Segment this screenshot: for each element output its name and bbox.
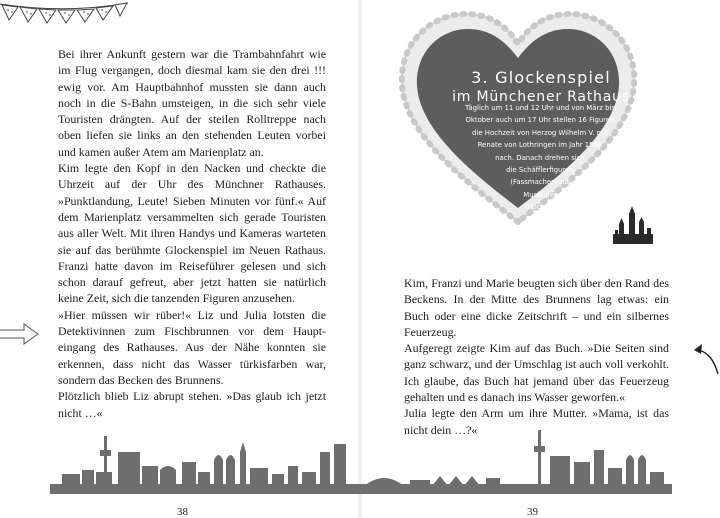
paragraph: Plötzlich blieb Liz abrupt stehen. »Das glaub ich jetzt nicht …«	[58, 389, 326, 420]
heart-body-text	[432, 102, 648, 214]
paragraph: Bei ihrer Ankunft gestern war die Trambahnfahrt wie im Flug vergangen, doch diesmal kam sie den drei !!! ewig vor. Am Hauptbahnhof mussten sie dann auch noch in die S-Bahn umsteigen, in die sich sehr viele Touristen drängten. Auf der steilen Rolltreppe nach oben liefen sie links an den stehenden Leuten vorbei und kamen außer Atem am Marienplatz an.	[58, 47, 326, 159]
right-page-text	[404, 275, 669, 438]
castle-icon	[611, 206, 655, 248]
heart-body-line: Oktober auch um 17 Uhr stellen 16 Figuren	[465, 116, 615, 125]
curved-arrow-icon	[692, 330, 720, 380]
arrow-right-icon	[0, 322, 40, 346]
heart-body-line: nach. Danach drehen sich	[495, 153, 585, 162]
heart-body-line: Glocken.	[525, 203, 555, 212]
heart-body-line: Musik der	[523, 190, 557, 199]
heart-body-line: die Hochzeit von Herzog Wilhelm V. mit	[472, 128, 608, 137]
bunting-decoration	[0, 0, 135, 26]
page-number-right: 39	[527, 506, 538, 518]
paragraph: Kim legte den Kopf in den Nacken und checkte die Uhrzeit auf der Uhr des Münchner Rathauses. »Punktlandung, Leute! Sieben Minuten vor fünf.« Auf dem Marienplatz versammelten sich gerade Touristen aus aller Welt. Mit ihren Handys und Kameras warteten sie auf das berühmte Glockenspiel im Neuen Rathaus. Franzi hatte davon im Reiseführer gelesen und sich schon darauf gefreut, aber jetzt hatten sie natürlich keine Zeit, sich die tanzenden Figuren anzusehen.	[58, 161, 326, 306]
left-page-text	[58, 46, 326, 421]
paragraph: Aufgeregt zeigte Kim auf das Buch. »Die Seiten sind ganz schwarz, und der Umschlag ist auch voll verkohlt. Ich glaube, das Buch hat jemand über das Feuerzeug gehalten und es danach ins Wasser geworfen.«	[404, 341, 669, 405]
heart-body-line: Renate von Lothringen im Jahr 1568	[477, 141, 603, 150]
heart-subtitle: im Münchener Rathaus	[452, 89, 630, 105]
paragraph: »Hier müssen wir rüber!« Liz und Julia lotsten die Detektivinnen zum Fischbrunnen vor dem Haupteingang des Rathauses. Aus der Nähe konnten sie erkennen, dass nicht das Wasser türkisfarben war, sondern das Becken des Brunnens.	[58, 307, 326, 387]
paragraph: Kim, Franzi und Marie beugten sich über den Rand des Beckens. In der Mitte des Brunnens lag etwas: ein Buch oder eine dicke Zeitschrift – und ein silbernes Feuerzeug.	[404, 276, 669, 339]
heart-body-line: (Fassmacher) zur	[510, 178, 570, 187]
heart-title: 3. Glockenspiel	[471, 68, 611, 87]
paragraph: Julia legte den Arm um ihre Mutter. »Mama, ist das nicht dein …?«	[404, 406, 669, 437]
heart-body-line: Täglich um 11 und 12 Uhr und von März bis	[465, 104, 615, 112]
heart-body-line: die Schäfflerfiguren	[506, 166, 574, 175]
munich-skyline-illustration	[0, 422, 720, 498]
page-number-left: 38	[177, 506, 188, 518]
